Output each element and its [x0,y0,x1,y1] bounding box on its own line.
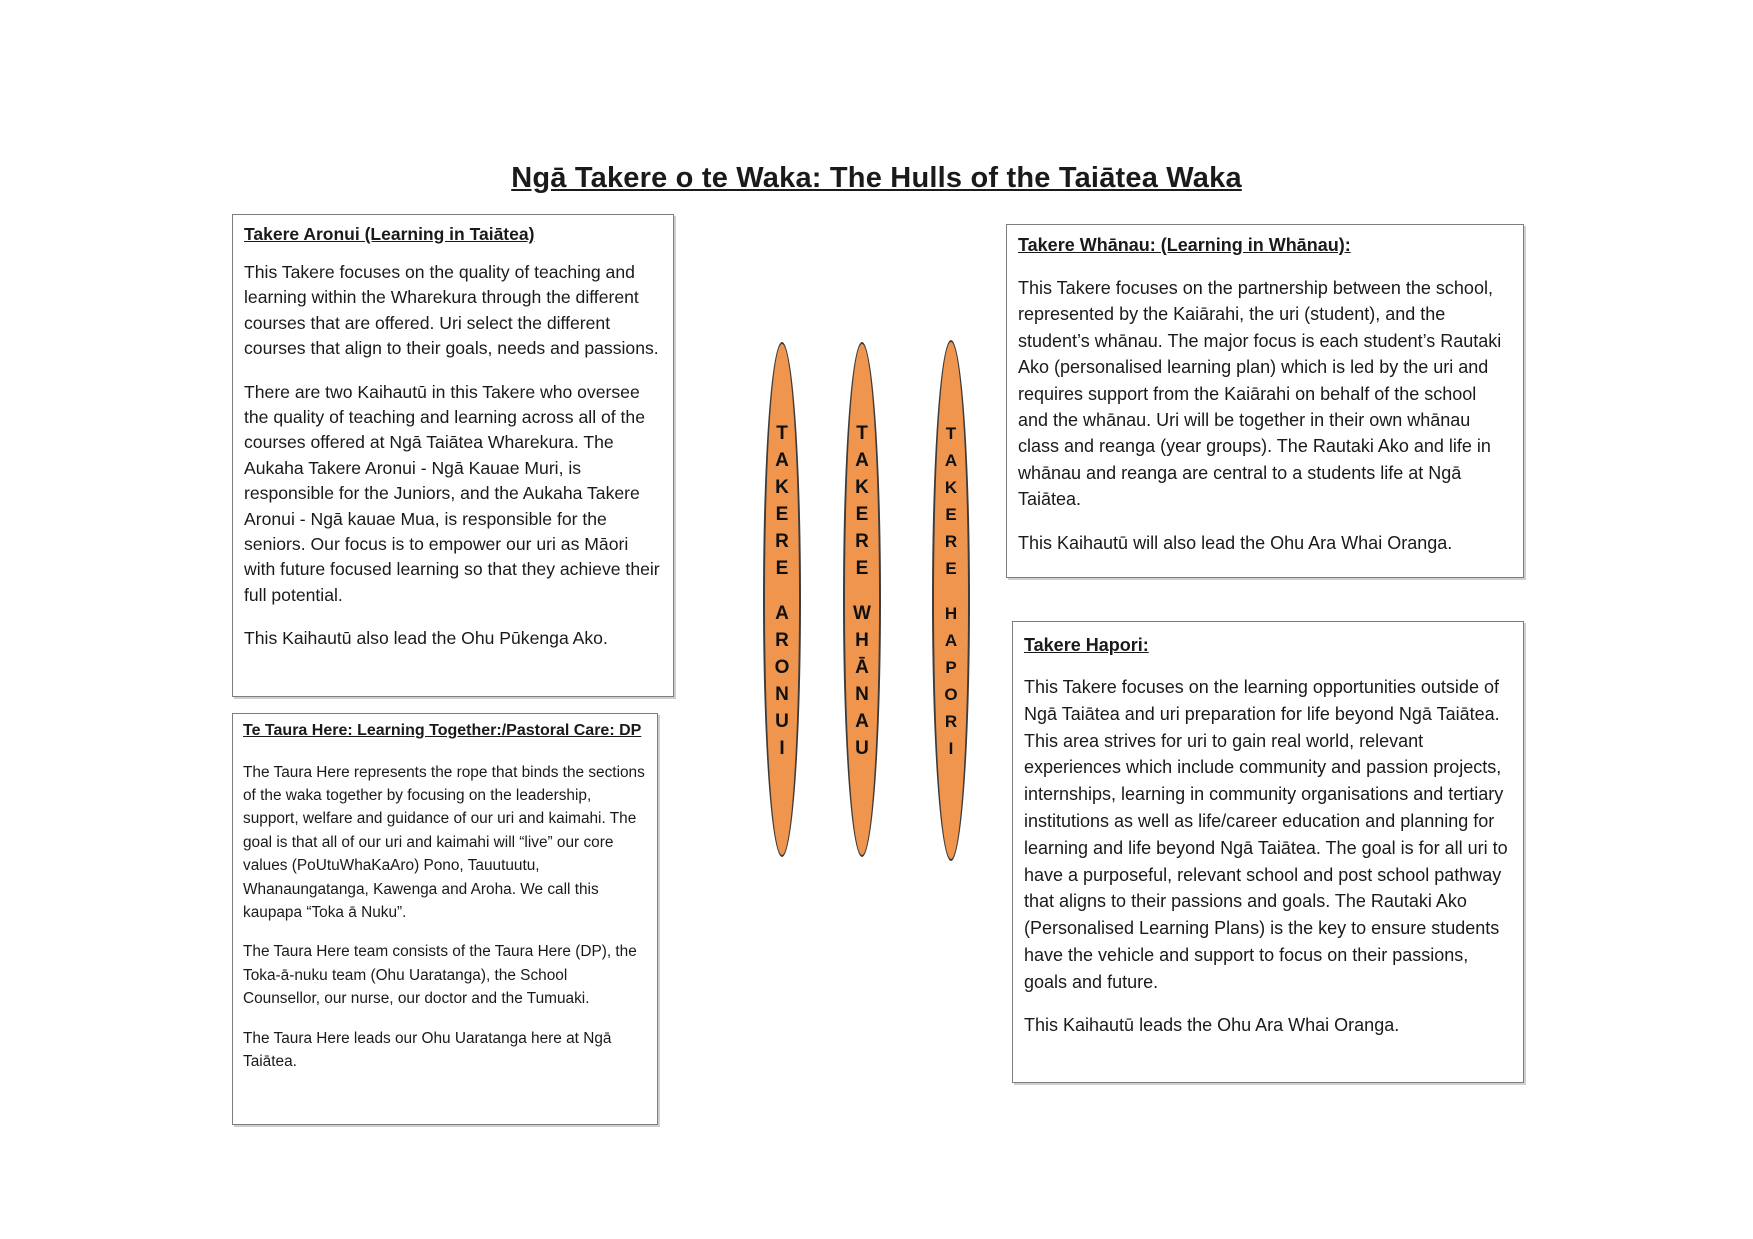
hull-letter: T [776,423,788,444]
hull-letter-gap [843,582,881,600]
takere-whanau-heading: Takere Whānau: (Learning in Whānau): [1018,235,1351,255]
hull-letter: A [944,451,958,470]
taura-here-heading: Te Taura Here: Learning Together:/Pastoral Care: DP [243,722,642,739]
hull-letter: N [775,684,789,705]
takere-hapori-paragraph-2: This Kaihautū leads the Ohu Ara Whai Oranga. [1024,1014,1400,1035]
takere-aronui-paragraph-2: There are two Kaihautū in this Takere who oversee the quality of teaching and learning across all of the courses offered at Ngā Taiātea Wharekura. The Aukaha Takere Aronui - Ngā Kauae Muri, is responsible for the Juniors, and the Aukaha Takere Aronui - Ngā kauae Mua, is responsible for the seniors. Our focus is to empower our uri as Māori with future focused learning so that they achieve their full potential. [244,381,660,605]
hull-letter: N [855,684,869,705]
hull-letter: H [855,630,869,651]
taura-here-paragraph-3: The Taura Here leads our Ohu Uaratanga here at Ngā Taiātea. [243,1029,612,1070]
takere-hapori-paragraph-1: This Takere focuses on the learning opportunities outside of Ngā Taiātea and uri preparation for life beyond Ngā Taiātea. This area strives for uri to gain real world, relevant experiences which include community and passion projects, internships, learning in community organisations and tertiary institutions as well as life/career education and planning for learning and life beyond Ngā Taiātea. The goal is for all uri to have a purposeful, relevant school and post school pathway that aligns to their passions and goals. The Rautaki Ako (Personalised Learning Plans) is the key to ensure students have the vehicle and support to focus on their passions, goals and future. [1024,677,1508,992]
taura-here-box [232,713,658,1125]
hull-letter: A [775,450,789,471]
hull-letter-gap [932,582,970,600]
hull-letter: K [855,477,869,498]
takere-hapori-box [1012,621,1524,1083]
hull-letter: A [855,711,869,732]
hull-letter: K [775,477,789,498]
page-title: Ngā Takere o te Waka: The Hulls of the Taiātea Waka [511,162,1242,194]
hull-whanau-label [843,420,881,762]
takere-aronui-heading: Takere Aronui (Learning in Taiātea) [244,224,535,244]
takere-whanau-paragraph-1: This Takere focuses on the partnership between the school, represented by the Kaiārahi, the uri (student), and the student’s whānau. The major focus is each student’s Rautaki Ako (personalised learning plan) which is led by the uri and requires support from the Kaiārahi on behalf of the school and the whānau. Uri will be together in their own whānau class and reanga (year groups). The Rautaki Ako and life in whānau and reanga are central to a students life at Ngā Taiātea. [1018,278,1502,510]
hull-letter: W [853,603,871,624]
takere-whanau-paragraph-2: This Kaihautū will also lead the Ohu Ara Whai Oranga. [1018,532,1453,553]
takere-aronui-box [232,214,674,697]
hull-letter: R [944,712,958,731]
hull-letter: U [855,738,869,759]
hull-letter: K [944,478,958,497]
hull-letter: E [855,558,869,579]
hull-letter: E [775,504,789,525]
takere-whanau-box [1006,224,1524,578]
hull-letter: R [775,630,789,651]
takere-aronui-paragraph-3: This Kaihautū also lead the Ohu Pūkenga Ako. [244,628,608,649]
hull-letter: O [774,657,790,678]
taura-here-paragraph-2: The Taura Here team consists of the Taura Here (DP), the Toka-ā-nuku team (Ohu Uaratanga), the School Counsellor, our nurse, our doctor and the Tumuaki. [243,943,637,1008]
hull-letter: H [944,604,958,623]
hull-letter: T [945,424,957,443]
hull-letter: P [945,658,957,677]
hull-letter: Ā [855,657,869,678]
hull-letter-gap [763,582,801,600]
hull-letter: A [775,603,789,624]
hull-aronui-label [763,420,801,762]
hull-letter: A [855,450,869,471]
hull-letter: R [855,531,869,552]
takere-aronui-paragraph-1: This Takere focuses on the quality of teaching and learning within the Wharekura through the different courses that are offered. Uri select the different courses that align to their goals, needs and passions. [244,262,659,359]
hull-letter: E [945,505,957,524]
hull-letter: A [944,631,958,650]
taura-here-paragraph-1: The Taura Here represents the rope that binds the sections of the waka together by focusing on the leadership, support, welfare and guidance of our uri and kaimahi. The goal is that all of our uri and kaimahi will “live” our core values (PoUtuWhaKaAro) Pono, Tauutuutu, Whanaungatanga, Kawenga and Aroha. We call this kaupapa “Toka ā Nuku”. [243,763,645,921]
hull-letter: O [944,685,958,704]
hull-letter: T [856,423,868,444]
hull-letter: R [775,531,789,552]
hull-letter: U [775,711,789,732]
hull-letter: I [948,739,954,758]
hull-letter: I [779,738,785,759]
hull-letter: E [775,558,789,579]
hull-letter: E [945,559,957,578]
takere-hapori-heading: Takere Hapori: [1024,635,1149,655]
hull-letter: E [855,504,869,525]
hull-letter: R [944,532,958,551]
hull-hapori-label [932,420,970,762]
